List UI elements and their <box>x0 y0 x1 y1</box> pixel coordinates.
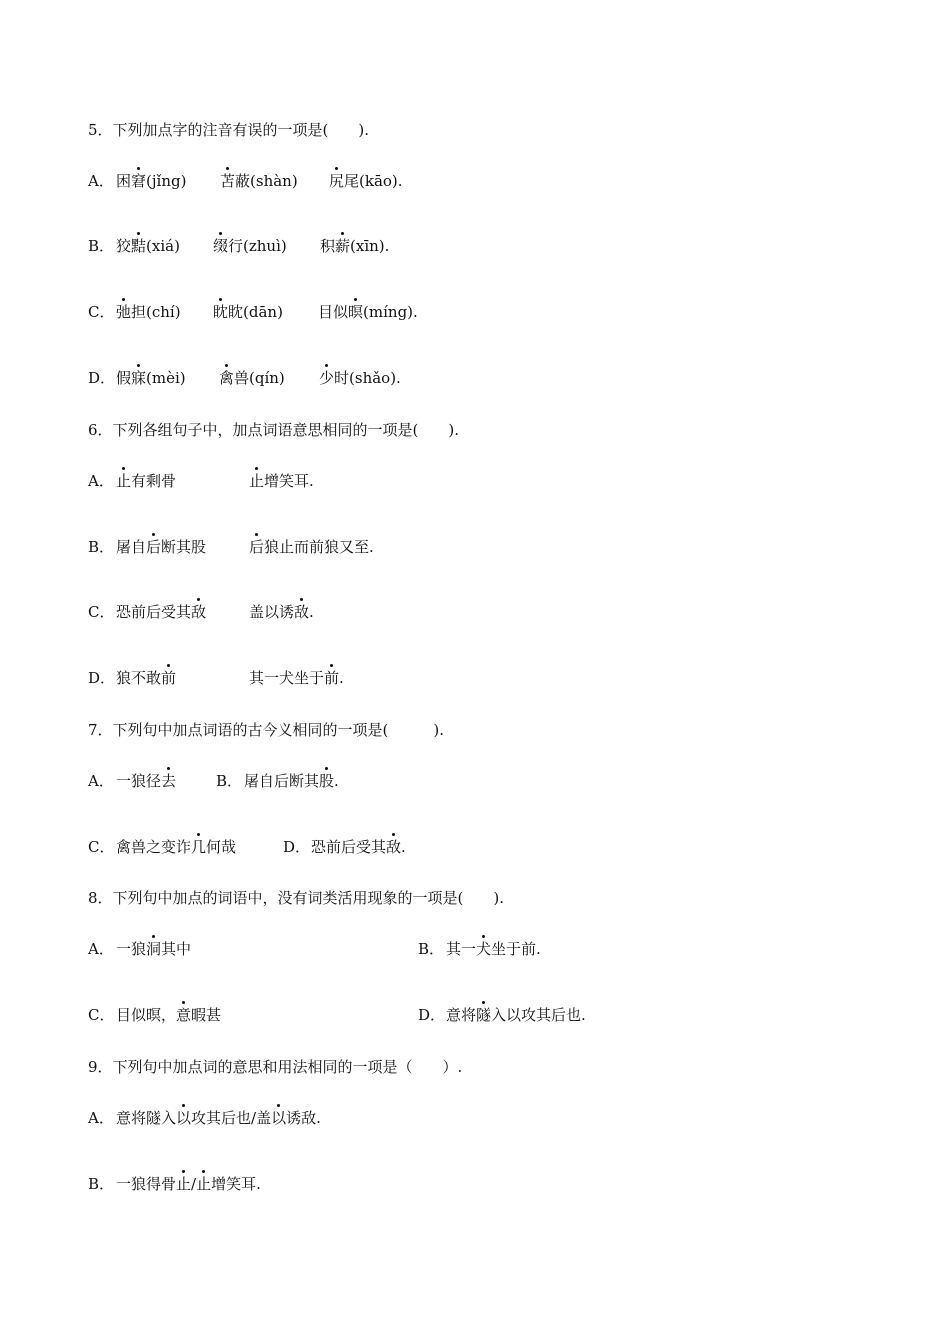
option-label: C． <box>88 303 115 321</box>
option-item: 禽兽之变诈几何哉 <box>116 838 237 856</box>
option-label: C． <box>88 1006 115 1024</box>
option-item: 苫蔽(shàn) <box>220 172 298 190</box>
dotted-char: 后 <box>146 538 162 556</box>
option-item: 恐前后受其敌. <box>311 838 406 856</box>
option-item: 弛担(chí) <box>116 303 181 321</box>
dotted-char: 薪 <box>335 237 351 255</box>
option-label: D． <box>88 369 116 387</box>
dotted-char: 止 <box>176 1175 192 1193</box>
option-label: B． <box>418 940 445 958</box>
option-item: 意将隧入以攻其后也/盖以诱敌. <box>116 1109 321 1127</box>
option-item: 狼不敢前 <box>116 669 177 687</box>
dotted-char: 禽 <box>219 369 235 387</box>
dotted-char: 止 <box>116 472 132 490</box>
option-item: 积薪(xīn). <box>320 237 390 255</box>
option-label: B． <box>88 1175 115 1193</box>
option-label: A． <box>88 172 114 190</box>
question-8-stem: 8．下列句中加点的词语中，没有词类活用现象的一项是( ). <box>88 889 505 907</box>
option-item: 盖以诱敌. <box>249 603 314 621</box>
dotted-char: 窘 <box>131 172 147 190</box>
dotted-char: 眈 <box>213 303 229 321</box>
dotted-char: 隧 <box>476 1006 492 1024</box>
question-7-stem: 7．下列句中加点词语的古今义相同的一项是( ). <box>88 721 445 739</box>
option-item: 屠自后断其股. <box>244 772 339 790</box>
dotted-char: 敌 <box>294 603 310 621</box>
option-item: 假寐(mèi) <box>116 369 186 387</box>
option-label: D． <box>88 669 116 687</box>
option-item: 后狼止而前狼又至. <box>249 538 374 556</box>
option-item: 意将隧入以攻其后也. <box>446 1006 586 1024</box>
dotted-char: 股 <box>319 772 335 790</box>
dotted-char: 黠 <box>131 237 147 255</box>
option-label: D． <box>418 1006 446 1024</box>
option-item: 其一犬坐于前. <box>446 940 541 958</box>
question-5-stem: 5．下列加点字的注音有误的一项是( ). <box>88 121 370 139</box>
option-item: 一狼得骨止/止增笑耳. <box>116 1175 261 1193</box>
dotted-char: 后 <box>249 538 265 556</box>
option-item: 尻尾(kāo). <box>329 172 403 190</box>
option-item: 其一犬坐于前. <box>249 669 344 687</box>
dotted-char: 缀 <box>213 237 229 255</box>
dotted-char: 前 <box>324 669 340 687</box>
option-label: B． <box>88 538 115 556</box>
question-9-stem: 9．下列句中加点词的意思和用法相同的一项是（ ）. <box>88 1058 463 1076</box>
option-item: 困窘(jǐng) <box>116 172 187 190</box>
option-label: C． <box>88 603 115 621</box>
option-item: 眈眈(dān) <box>213 303 283 321</box>
option-item: 止有剩骨 <box>116 472 177 490</box>
option-item: 狡黠(xiá) <box>116 237 180 255</box>
dotted-char: 以 <box>271 1109 287 1127</box>
dotted-char: 前 <box>161 669 177 687</box>
dotted-char: 暝 <box>348 303 364 321</box>
option-label: A． <box>88 940 114 958</box>
dotted-char: 几 <box>191 838 207 856</box>
option-item: 少时(shǎo). <box>319 369 401 387</box>
option-item: 缀行(zhuì) <box>213 237 287 255</box>
dotted-char: 敌 <box>386 838 402 856</box>
option-item: 目似暝，意暇甚 <box>116 1006 222 1024</box>
dotted-char: 止 <box>249 472 265 490</box>
dotted-char: 以 <box>176 1109 192 1127</box>
option-item: 禽兽(qín) <box>219 369 285 387</box>
option-item: 恐前后受其敌 <box>116 603 207 621</box>
dotted-char: 敌 <box>191 603 207 621</box>
dotted-char: 少 <box>319 369 335 387</box>
dotted-char: 去 <box>161 772 177 790</box>
option-item: 目似暝(míng). <box>318 303 418 321</box>
question-6-stem: 6．下列各组句子中，加点词语意思相同的一项是( ). <box>88 421 460 439</box>
option-item: 一狼洞其中 <box>116 940 192 958</box>
dotted-char: 寐 <box>131 369 147 387</box>
option-label: A． <box>88 772 114 790</box>
dotted-char: 尻 <box>329 172 345 190</box>
option-item: 止增笑耳. <box>249 472 314 490</box>
dotted-char: 苫 <box>220 172 236 190</box>
option-label: B． <box>88 237 115 255</box>
option-label: D． <box>283 838 311 856</box>
option-label: B． <box>216 772 243 790</box>
option-label: C． <box>88 838 115 856</box>
option-label: A． <box>88 1109 114 1127</box>
dotted-char: 弛 <box>116 303 132 321</box>
dotted-char: 意 <box>176 1006 192 1024</box>
option-item: 屠自后断其股 <box>116 538 207 556</box>
option-label: A． <box>88 472 114 490</box>
dotted-char: 犬 <box>476 940 492 958</box>
option-item: 一狼径去 <box>116 772 177 790</box>
dotted-char: 洞 <box>146 940 162 958</box>
dotted-char: 止 <box>196 1175 212 1193</box>
